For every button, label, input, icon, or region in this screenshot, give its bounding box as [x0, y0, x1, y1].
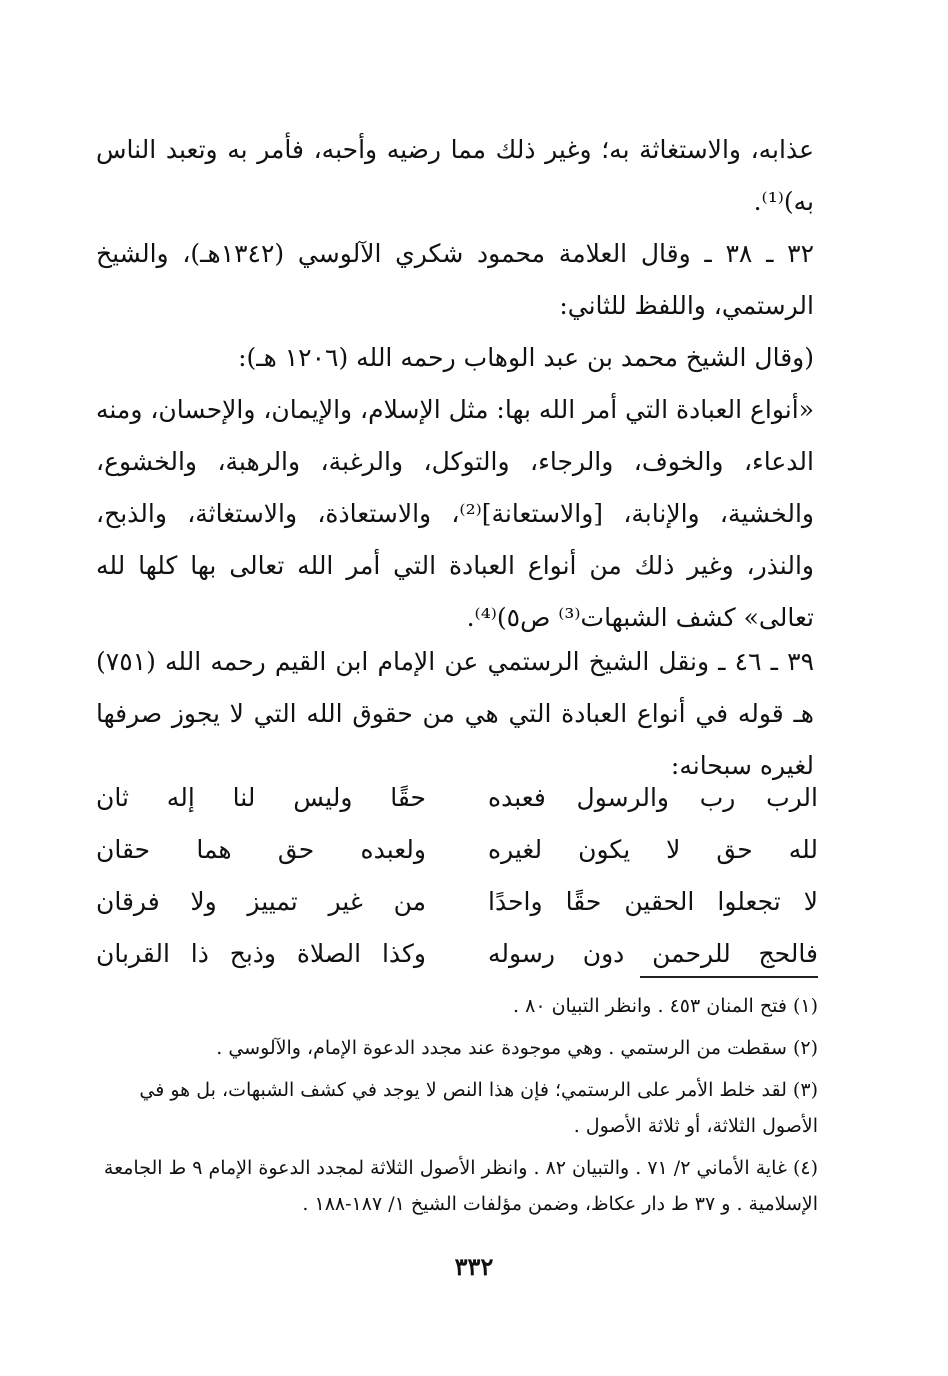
poem-hemistich: ولعبده حق هما حقان	[96, 835, 426, 864]
paragraph-continuation	[96, 124, 814, 228]
poem-hemistich: حقًا وليس لنا إله ثان	[96, 783, 426, 812]
footnote: (٤) غاية الأماني ٢/ ٧١ . والتبيان ٨٢ . وانظر الأصول الثلاثة لمجدد الدعوة الإمام ٩ ط الجامعة الإسلامية . و ٣٧ ط دار عكاظ، وضمن مؤلفات الشيخ ١/ ١٨٧-١٨٨ .	[103, 1157, 818, 1215]
paragraph-text: ٣٢ ـ ٣٨ ـ وقال العلامة محمود شكري الآلوسي (١٣٤٢هـ)، والشيخ الرستمي، واللفظ للثاني:	[96, 239, 815, 320]
footnote: (٢) سقطت من الرستمي . وهي موجودة عند مجدد الدعوة الإمام، والآلوسي .	[216, 1037, 818, 1059]
footnotes	[96, 988, 818, 1228]
poem-hemistich: لله حق لا يكون لغيره	[488, 835, 818, 864]
paragraph-text: (وقال الشيخ محمد بن عبد الوهاب رحمه الله (١٢٠٦ هـ):	[238, 343, 814, 372]
poem-hemistich: وكذا الصلاة وذبح ذا القربان	[96, 939, 426, 968]
paragraph-alusi-quote	[96, 228, 814, 332]
paragraph-ibn-abdulwahhab-intro	[96, 332, 814, 384]
poem-hemistich: الرب رب والرسول فعبده	[488, 783, 818, 812]
paragraph-worship-types	[96, 384, 814, 644]
poem-hemistich: فالحج للرحمن دون رسوله	[488, 939, 818, 968]
poem-verse	[96, 772, 818, 824]
paragraph-ibn-alqayyim-intro	[96, 636, 814, 792]
footnote: (٣) لقد خلط الأمر على الرستمي؛ فإن هذا النص لا يوجد في كشف الشبهات، بل هو في الأصول الثلاثة، أو ثلاثة الأصول .	[139, 1079, 818, 1137]
poem-hemistich: من غير تمييز ولا فرقان	[96, 887, 426, 916]
footnote: (١) فتح المنان ٤٥٣ . وانظر التبيان ٨٠ .	[513, 995, 818, 1017]
footnote-divider	[640, 976, 818, 978]
poem-hemistich: لا تجعلوا الحقين حقًا واحدًا	[488, 887, 818, 916]
poem	[96, 772, 818, 980]
paragraph-text: ٣٩ ـ ٤٦ ـ ونقل الشيخ الرستمي عن الإمام ابن القيم رحمه الله (٧٥١) هـ قوله في أنواع العبادة التي هي من حقوق الله التي لا يجوز صرفها لغيره سبحانه:	[96, 647, 814, 780]
paragraph-text: «أنواع العبادة التي أمر الله بها: مثل الإسلام، والإيمان، والإحسان، ومنه الدعاء، والخوف، والرجاء، والتوكل، والرغبة، والرهبة، والخشوع، والخشية، والإنابة، [والاستعانة]⁽²⁾، والاستعاذة، والاستغاثة، والذبح، والنذر، وغير ذلك من أنواع العبادة التي أمر الله تعالى بها كلها لله تعالى» كشف الشبهات⁽³⁾ ص٥)⁽⁴⁾.	[95, 395, 814, 632]
poem-verse	[96, 928, 818, 980]
page-number: ٣٣٢	[454, 1252, 494, 1281]
poem-verse	[96, 876, 818, 928]
poem-verse	[96, 824, 818, 876]
paragraph-text: عذابه، والاستغاثة به؛ وغير ذلك مما رضيه وأحبه، فأمر به وتعبد الناس به)⁽¹⁾.	[96, 135, 814, 216]
